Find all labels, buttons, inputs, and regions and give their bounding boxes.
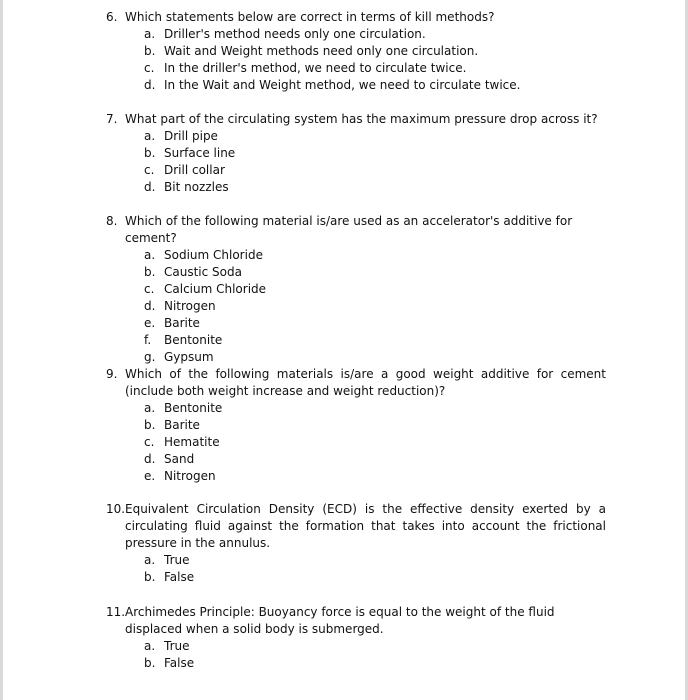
question-9 (106, 366, 606, 485)
option-letter: c. (144, 163, 155, 177)
option-text: Calcium Chloride (164, 282, 267, 296)
question-text: Which of the following materials is/are a good weight additive for cement (include both weight increase and weight reduction)? (125, 367, 606, 398)
question-number: 11. (106, 605, 126, 619)
question-number: 10. (106, 502, 126, 516)
option-item (106, 264, 606, 281)
option-letter: b. (144, 146, 156, 160)
option-text: Sodium Chloride (164, 248, 263, 262)
option-item (106, 43, 606, 60)
option-item (106, 162, 606, 179)
question-stem (106, 9, 606, 26)
question-number: 9. (106, 367, 118, 381)
option-text: In the driller's method, we need to circulate twice. (164, 61, 467, 75)
option-letter: b. (144, 44, 156, 58)
question-7 (106, 111, 606, 196)
question-stem (106, 366, 606, 400)
option-text: Wait and Weight methods need only one circulation. (164, 44, 479, 58)
option-item (106, 26, 606, 43)
option-list (106, 26, 606, 94)
option-text: In the Wait and Weight method, we need to circulate twice. (164, 78, 521, 92)
option-text: Sand (164, 452, 195, 466)
option-text: Gypsum (164, 350, 214, 364)
option-item (106, 332, 606, 349)
option-list (106, 128, 606, 196)
option-item (106, 60, 606, 77)
question-text: Which statements below are correct in terms of kill methods? (125, 10, 495, 24)
option-item (106, 315, 606, 332)
option-letter: b. (144, 418, 156, 432)
option-letter: b. (144, 265, 156, 279)
option-letter: e. (144, 316, 156, 330)
option-item (106, 638, 606, 655)
option-item (106, 552, 606, 569)
question-text: Archimedes Principle: Buoyancy force is equal to the weight of the fluid displaced when a solid body is submerged. (125, 605, 555, 636)
option-letter: a. (144, 401, 156, 415)
option-text: True (164, 553, 190, 567)
question-text: Equivalent Circulation Density (ECD) is the effective density exerted by a circulating fluid against the formation that takes into account the frictional pressure in the annulus. (125, 502, 606, 550)
question-stem (106, 604, 606, 638)
option-text: Bit nozzles (164, 180, 229, 194)
option-item (106, 77, 606, 94)
option-letter: c. (144, 435, 155, 449)
option-text: Drill collar (164, 163, 225, 177)
option-item (106, 434, 606, 451)
option-item (106, 417, 606, 434)
option-item (106, 655, 606, 672)
option-letter: d. (144, 180, 156, 194)
option-item (106, 145, 606, 162)
option-item (106, 468, 606, 485)
question-11 (106, 604, 606, 672)
option-item (106, 569, 606, 586)
option-text: Bentonite (164, 401, 223, 415)
option-letter: c. (144, 61, 155, 75)
option-text: Driller's method needs only one circulation. (164, 27, 426, 41)
option-text: False (164, 656, 195, 670)
option-item (106, 298, 606, 315)
option-text: Caustic Soda (164, 265, 242, 279)
option-text: Nitrogen (164, 469, 216, 483)
option-letter: e. (144, 469, 156, 483)
option-letter: d. (144, 299, 156, 313)
option-letter: f. (144, 333, 152, 347)
option-item (106, 281, 606, 298)
option-letter: b. (144, 656, 156, 670)
option-letter: d. (144, 78, 156, 92)
option-item (106, 247, 606, 264)
option-text: Hematite (164, 435, 220, 449)
option-list (106, 247, 606, 366)
question-8 (106, 213, 606, 366)
option-text: Nitrogen (164, 299, 216, 313)
option-letter: c. (144, 282, 155, 296)
option-text: Drill pipe (164, 129, 218, 143)
option-item (106, 451, 606, 468)
option-letter: b. (144, 570, 156, 584)
option-text: True (164, 639, 190, 653)
option-list (106, 638, 606, 672)
question-10 (106, 501, 606, 586)
question-text: Which of the following material is/are used as an accelerator's additive for cement? (125, 214, 573, 245)
option-text: Bentonite (164, 333, 223, 347)
option-text: Barite (164, 418, 200, 432)
option-text: False (164, 570, 195, 584)
option-item (106, 349, 606, 366)
option-letter: a. (144, 248, 156, 262)
option-text: Barite (164, 316, 200, 330)
option-item (106, 400, 606, 417)
question-number: 7. (106, 112, 118, 126)
option-list (106, 400, 606, 485)
option-letter: g. (144, 350, 156, 364)
option-text: Surface line (164, 146, 236, 160)
question-stem (106, 111, 606, 128)
option-letter: a. (144, 129, 156, 143)
option-list (106, 552, 606, 586)
option-letter: a. (144, 27, 156, 41)
option-letter: a. (144, 553, 156, 567)
question-text: What part of the circulating system has the maximum pressure drop across it? (125, 112, 598, 126)
option-item (106, 128, 606, 145)
option-letter: d. (144, 452, 156, 466)
option-item (106, 179, 606, 196)
question-number: 8. (106, 214, 118, 228)
question-number: 6. (106, 10, 118, 24)
option-letter: a. (144, 639, 156, 653)
question-stem (106, 501, 606, 552)
question-stem (106, 213, 606, 247)
question-6 (106, 9, 606, 94)
